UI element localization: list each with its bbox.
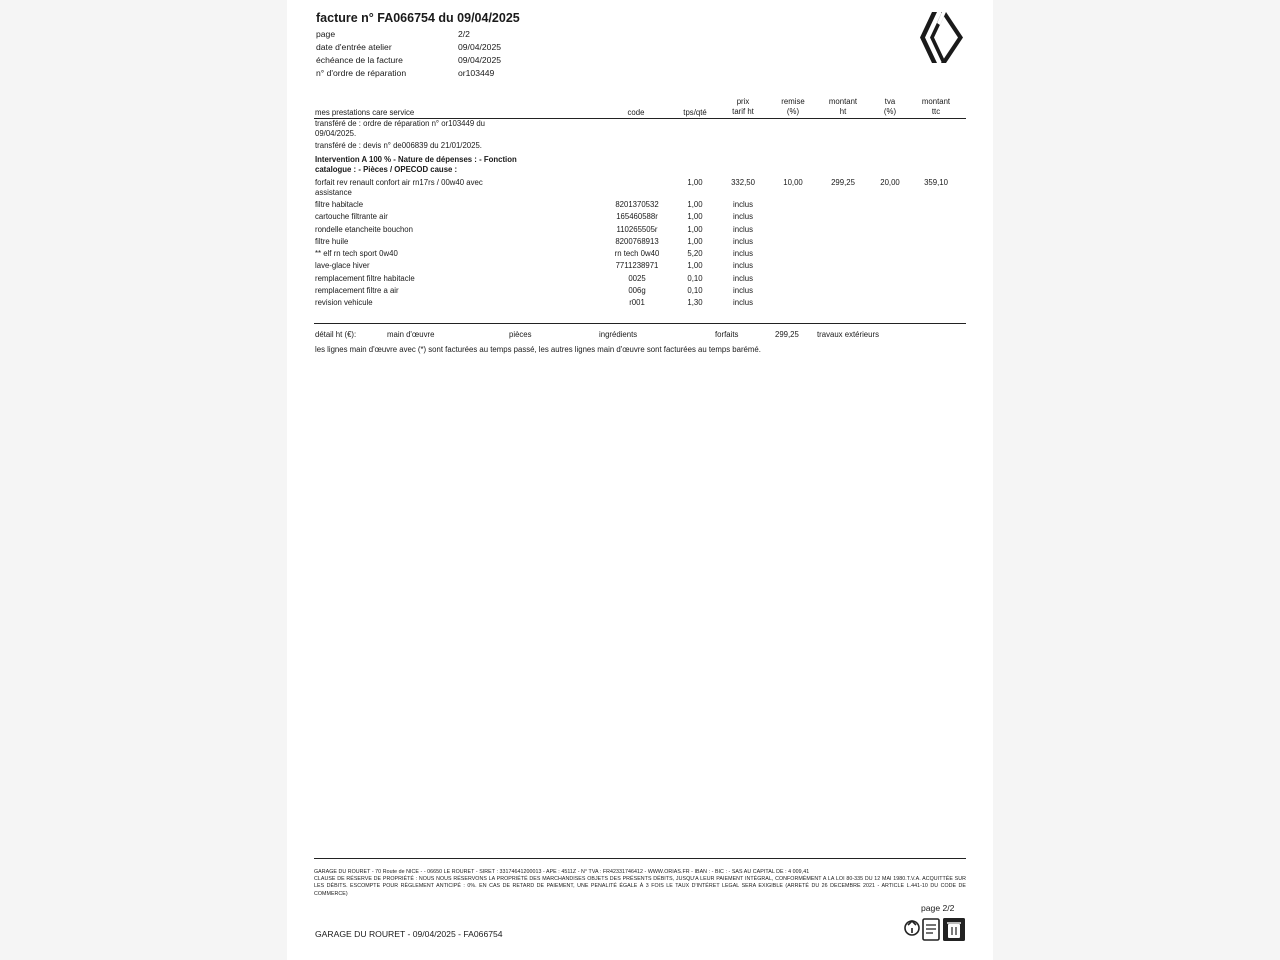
table-row	[287, 298, 993, 310]
row-prix: inclus	[733, 286, 753, 296]
detail-forfaits-value: 299,25	[775, 330, 799, 339]
table-row	[287, 286, 993, 298]
header-prix-line1: prix	[736, 97, 750, 106]
header-montant-ttc	[913, 97, 959, 117]
parts-rows	[287, 200, 993, 311]
row-label-line2: assistance	[315, 188, 352, 197]
row-code: 7711238971	[615, 261, 659, 271]
meta-value-page: 2/2	[458, 29, 470, 39]
row-tva: 20,00	[880, 178, 900, 187]
row-code: r001	[629, 298, 645, 308]
trash-bin-icon	[943, 918, 965, 941]
row-label: remplacement filtre a air	[315, 286, 399, 296]
header-tva	[871, 97, 909, 117]
row-label: lave-glace hiver	[315, 261, 370, 271]
meta-label-echeance: échéance de la facture	[316, 55, 403, 65]
table-row	[287, 200, 993, 212]
row-qty: 1,00	[687, 200, 703, 209]
header-montant-line2: ht	[839, 107, 847, 116]
meta-label-ordre: n° d'ordre de réparation	[316, 68, 407, 78]
header-prix	[720, 97, 766, 117]
row-label: ** elf rn tech sport 0w40	[315, 249, 398, 259]
row-label: filtre habitacle	[315, 200, 364, 209]
row-code: 165460588r	[616, 212, 658, 222]
row-code: 110265505r	[616, 224, 658, 234]
row-prix: inclus	[733, 273, 753, 283]
table-row	[287, 249, 993, 261]
header-code: code	[627, 108, 645, 117]
eco-icons	[903, 916, 966, 942]
invoice-title: facture n° FA066754 du 09/04/2025	[316, 11, 520, 25]
row-qty: 0,10	[687, 286, 703, 296]
header-prix-line2: tarif ht	[732, 107, 754, 116]
detail-travaux: travaux extérieurs	[817, 330, 879, 339]
table-row	[287, 212, 993, 224]
legal-clause: CLAUSE DE RÉSERVE DE PROPRIÉTÉ : NOUS NOUS RÉSERVONS LA PROPRIÉTÉ DES MARCHANDISES OBJETS DES PRÉSENTS DÉBITS, JUSQU'A LEUR PAIEMENT INTÉGRAL, CONFORMÉMENT A LA LOI 80-335 DU 12 MAI 1980.T.V.A. ACQUITTÉE SUR LES DÉBITS. ESCOMPTE POUR RÈGLEMENT ANTICIPÉ : 0%. EN CAS DE RETARD DE PAIEMENT, UNE PENALITÉ ÉGALE À 3 FOIS LE TAUX D'INTÉRET LEGAL SERA EXIGIBLE (ARRETÉ DU 26 DECEMBRE 2021 - ARTICLE L.441-10 DU CODE DE COMMERCE)	[314, 876, 966, 897]
detail-ingredients: ingrédients	[599, 330, 638, 339]
renault-logo-icon	[920, 10, 963, 65]
detail-label: détail ht (€):	[315, 330, 357, 339]
detail-pieces: pièces	[509, 330, 532, 339]
intervention-heading	[315, 155, 517, 175]
header-ttc-line1: montant	[921, 97, 951, 106]
row-qty: 1,00	[687, 224, 703, 234]
row-prix: inclus	[733, 298, 753, 308]
header-tva-line1: tva	[884, 97, 896, 106]
row-prix: inclus	[733, 200, 753, 209]
recycle-icon	[905, 921, 919, 935]
detail-forfaits: forfaits	[715, 330, 739, 339]
row-qty: 1,00	[687, 212, 703, 222]
row-prix: inclus	[733, 261, 753, 271]
header-tps: tps/qté	[683, 108, 707, 117]
row-ttc: 359,10	[924, 178, 948, 187]
meta-label-date-entree: date d'entrée atelier	[316, 42, 392, 52]
row-code: 006g	[628, 286, 646, 296]
note-transfer-or-line1: transféré de : ordre de réparation n° or103449 du	[315, 119, 485, 128]
row-code: 8201370532	[615, 200, 659, 209]
detail-rule	[314, 323, 966, 324]
header-montant-ht	[819, 97, 867, 117]
table-row	[287, 237, 993, 249]
row-qty: 0,10	[687, 273, 703, 283]
table-row	[287, 225, 993, 237]
meta-value-echeance: 09/04/2025	[458, 55, 502, 65]
meta-label-page: page	[316, 29, 336, 39]
row-prix: inclus	[733, 236, 753, 246]
table-row	[287, 274, 993, 286]
row-prix: inclus	[733, 212, 753, 222]
row-prix: 332,50	[731, 178, 755, 187]
document-icon	[923, 919, 939, 940]
row-remise: 10,00	[783, 178, 803, 187]
row-qty: 1,00	[687, 178, 703, 187]
legal-text	[314, 869, 966, 898]
row-qty: 5,20	[687, 249, 703, 259]
note-transfer-or	[315, 119, 485, 139]
note-transfer-devis: transféré de : devis n° de006839 du 21/01/2025.	[315, 141, 482, 150]
row-code: 0025	[628, 273, 646, 283]
row-prix: inclus	[733, 224, 753, 234]
row-code: 8200768913	[615, 236, 659, 246]
header-remise-line2: (%)	[786, 107, 800, 116]
intervention-line2: catalogue : - Pièces / OPECOD cause :	[315, 165, 458, 174]
detail-note: les lignes main d'œuvre avec (*) sont facturées au temps passé, les autres lignes main d'œuvre sont facturées au temps barémé.	[315, 345, 761, 354]
page-number: page 2/2	[921, 903, 955, 913]
legal-rule	[314, 858, 966, 859]
row-qty: 1,00	[687, 236, 703, 246]
header-ttc-line2: ttc	[931, 107, 941, 116]
row-montant: 299,25	[831, 178, 855, 187]
meta-value-ordre: or103449	[458, 68, 495, 78]
meta-value-date-entree: 09/04/2025	[458, 42, 502, 52]
header-montant-line1: montant	[828, 97, 858, 106]
footer-reference: GARAGE DU ROURET - 09/04/2025 - FA066754	[315, 929, 503, 939]
legal-company-line: GARAGE DU ROURET - 70 Route de NICE - - 06650 LE ROURET - SIRET : 33174641200013 - APE : 4511Z - N° TVA : FR42331746412 - WWW.ORIAS.FR - IBAN : - BIC : - SAS AU CAPITAL DE : 4 009,41	[314, 869, 810, 875]
row-qty: 1,00	[687, 261, 703, 271]
header-tva-line2: (%)	[883, 107, 897, 116]
row-label-line1: forfait rev renault confort air rn17rs / 00w40 avec	[315, 178, 483, 187]
row-qty: 1,30	[687, 298, 703, 308]
row-label: revision vehicule	[315, 298, 373, 308]
table-row	[287, 261, 993, 273]
detail-main-oeuvre: main d'œuvre	[387, 330, 435, 339]
invoice-page	[287, 0, 993, 960]
row-code: rn tech 0w40	[614, 249, 660, 259]
row-label: filtre huile	[315, 236, 349, 246]
row-label: cartouche filtrante air	[315, 212, 388, 222]
intervention-line1: Intervention A 100 % - Nature de dépenses : - Fonction	[315, 155, 517, 164]
header-remise-line1: remise	[781, 97, 805, 106]
header-service: mes prestations care service	[315, 108, 415, 117]
note-transfer-or-line2: 09/04/2025.	[315, 129, 357, 138]
row-label	[315, 178, 483, 198]
row-label: rondelle etancheite bouchon	[315, 224, 413, 234]
header-remise	[770, 97, 816, 117]
row-prix: inclus	[733, 249, 753, 259]
row-label: remplacement filtre habitacle	[315, 273, 415, 283]
